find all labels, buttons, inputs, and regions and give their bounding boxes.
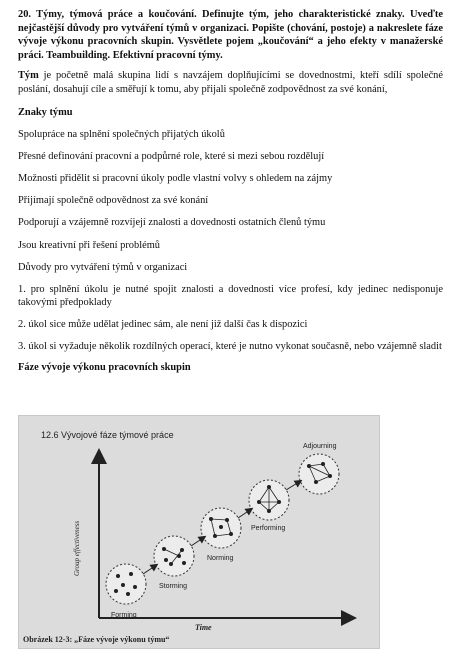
- team-term: Tým: [18, 70, 39, 82]
- stage-label: Storming: [159, 583, 188, 590]
- stage-label: Adjourning: [303, 443, 337, 450]
- traits-title: Znaky týmu: [18, 106, 73, 118]
- stage-performing: [249, 480, 289, 532]
- team-phases-figure: [18, 415, 380, 649]
- phases-title: Fáze vývoje výkonu pracovních skupin: [18, 362, 191, 374]
- x-axis-label: Time: [195, 623, 212, 632]
- reason-item: 3. úkol si vyžaduje několik rozdílných operací, které je nutno vykonat současně, nebo vzájemně sladit: [18, 340, 442, 352]
- traits-list: [18, 128, 443, 274]
- reason-item: 2. úkol sice může udělat jedinec sám, ale není již další čas k dispozici: [18, 319, 308, 331]
- reason-item: 1. pro splnění úkolu je nutné spojit znalosti a dovednosti více profesí, kdy jedinec nedisponuje takovými předpoklady: [18, 283, 443, 309]
- team-definition: [18, 69, 443, 96]
- stage-norming: [201, 508, 241, 562]
- document-page: [18, 8, 443, 383]
- figure-title: 12.6 Vývojové fáze týmové práce: [41, 430, 174, 440]
- reasons-title: Důvody pro vytváření týmů v organizaci: [18, 261, 188, 273]
- trait-item: Možnosti přidělit si pracovní úkoly podle vlastní volvy s ohledem na zájmy: [18, 172, 333, 184]
- stage-storming: [154, 536, 194, 590]
- reasons-list: [18, 283, 443, 353]
- team-definition-text: je početně malá skupina lidí s navzájem doplňujícími se dovednostmi, kteří sdílí společné poslání, dosahují cíle a směřují k tomu, aby přijali společně zodpovědnost za své konání,: [18, 70, 443, 95]
- trait-item: Jsou kreativní při řešení problémů: [18, 239, 160, 251]
- question-heading: 20. Týmy, týmová práce a koučování. Definujte tým, jeho charakteristické znaky. Uveďte nejčastější důvody pro vytváření týmů v organizaci. Popište (chování, postoje) a nakreslete fáze vývoje výkonu pracovních skupin. Vysvětlete pojem „koučování“ a jeho efekty v manažerské práci. Teambuilding. Efektivní pracovní týmy.: [18, 9, 443, 61]
- y-axis-label: Group effectiveness: [73, 520, 81, 576]
- stage-adjourning: [299, 443, 339, 494]
- stage-label: Forming: [111, 612, 137, 619]
- trait-item: Přijímají společně odpovědnost za své konání: [18, 195, 209, 207]
- trait-item: Spolupráce na splnění společných přijatých úkolů: [18, 128, 225, 140]
- trait-item: Podporují a vzájemně rozvíjejí znalosti a dovednosti ostatních členů týmu: [18, 217, 326, 229]
- figure-caption: Obrázek 12-3: „Fáze vývoje výkonu týmu“: [23, 635, 170, 644]
- stage-label: Performing: [251, 525, 286, 532]
- stage-forming: [106, 564, 146, 619]
- trait-item: Přesné definování pracovní a podpůrné role, které si mezi sebou rozdělují: [18, 150, 325, 162]
- team-phases-diagram: [19, 416, 379, 648]
- stage-label: Norming: [207, 555, 234, 562]
